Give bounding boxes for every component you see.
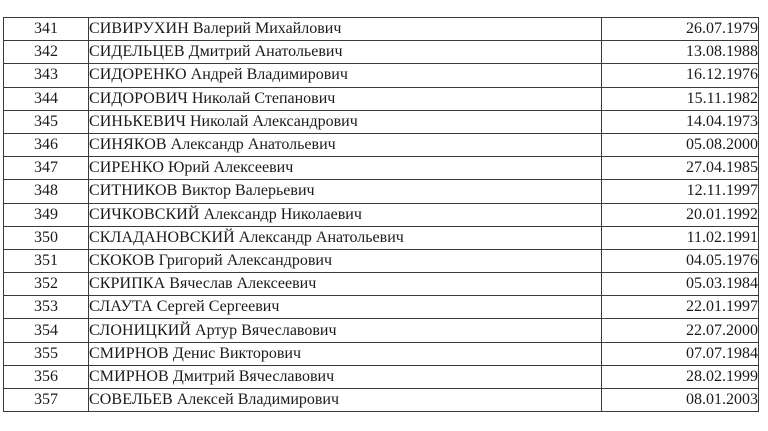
row-number: 349 xyxy=(4,203,89,226)
given-names: Дмитрий Вячеславович xyxy=(172,367,335,385)
given-names: Александр Анатольевич xyxy=(238,228,404,246)
birth-date: 05.08.2000 xyxy=(602,133,759,156)
surname: СИВИРУХИН xyxy=(89,20,189,38)
table-row xyxy=(4,18,759,41)
full-name-cell xyxy=(89,296,602,319)
row-number: 350 xyxy=(4,226,89,249)
birth-date: 26.07.1979 xyxy=(602,18,759,41)
birth-date: 13.08.1988 xyxy=(602,41,759,64)
given-names: Вячеслав Алексеевич xyxy=(169,275,317,293)
full-name-cell xyxy=(89,133,602,156)
row-number: 354 xyxy=(4,319,89,342)
table-row xyxy=(4,273,759,296)
given-names: Артур Вячеславович xyxy=(195,321,337,339)
given-names: Сергей Сергеевич xyxy=(156,298,280,316)
full-name-cell xyxy=(89,41,602,64)
birth-date: 27.04.1985 xyxy=(602,157,759,180)
table-row xyxy=(4,133,759,156)
full-name-cell xyxy=(89,157,602,180)
row-number: 345 xyxy=(4,110,89,133)
birth-date: 05.03.1984 xyxy=(602,273,759,296)
row-number: 351 xyxy=(4,249,89,272)
full-name-cell xyxy=(89,87,602,110)
table-row xyxy=(4,319,759,342)
row-number: 342 xyxy=(4,41,89,64)
surname: СКЛАДАНОВСКИЙ xyxy=(89,228,235,246)
row-number: 356 xyxy=(4,365,89,388)
name-list-body xyxy=(4,18,759,412)
table-row xyxy=(4,110,759,133)
table-row xyxy=(4,249,759,272)
surname: СМИРНОВ xyxy=(89,367,169,385)
surname: СКОКОВ xyxy=(89,251,155,269)
birth-date: 11.02.1991 xyxy=(602,226,759,249)
row-number: 355 xyxy=(4,342,89,365)
row-number: 348 xyxy=(4,180,89,203)
table-row xyxy=(4,87,759,110)
table-row xyxy=(4,64,759,87)
surname: СОВЕЛЬЕВ xyxy=(89,391,173,409)
full-name-cell xyxy=(89,342,602,365)
full-name-cell xyxy=(89,249,602,272)
row-number: 357 xyxy=(4,389,89,412)
row-number: 341 xyxy=(4,18,89,41)
table-row xyxy=(4,41,759,64)
full-name-cell xyxy=(89,64,602,87)
full-name-cell xyxy=(89,319,602,342)
surname: СЛАУТА xyxy=(89,298,153,316)
given-names: Виктор Валерьевич xyxy=(181,182,315,200)
birth-date: 20.01.1992 xyxy=(602,203,759,226)
surname: СЛОНИЦКИЙ xyxy=(89,321,192,339)
given-names: Григорий Александрович xyxy=(158,251,332,269)
table-row xyxy=(4,389,759,412)
table-row xyxy=(4,203,759,226)
full-name-cell xyxy=(89,389,602,412)
given-names: Александр Николаевич xyxy=(203,205,362,223)
surname: СИНЬКЕВИЧ xyxy=(89,112,186,130)
given-names: Александр Анатольевич xyxy=(170,136,336,154)
given-names: Юрий Алексеевич xyxy=(167,159,294,177)
given-names: Николай Александрович xyxy=(189,112,358,130)
table-row xyxy=(4,157,759,180)
surname: СИДОРОВИЧ xyxy=(89,89,188,107)
full-name-cell xyxy=(89,18,602,41)
surname: СМИРНОВ xyxy=(89,344,169,362)
birth-date: 07.07.1984 xyxy=(602,342,759,365)
birth-date: 12.11.1997 xyxy=(602,180,759,203)
given-names: Андрей Владимирович xyxy=(190,66,348,84)
table-row xyxy=(4,365,759,388)
birth-date: 15.11.1982 xyxy=(602,87,759,110)
given-names: Дмитрий Анатольевич xyxy=(188,43,343,61)
given-names: Николай Степанович xyxy=(191,89,336,107)
birth-date: 22.01.1997 xyxy=(602,296,759,319)
row-number: 347 xyxy=(4,157,89,180)
surname: СКРИПКА xyxy=(89,275,166,293)
birth-date: 08.01.2003 xyxy=(602,389,759,412)
given-names: Валерий Михайлович xyxy=(192,20,342,38)
row-number: 352 xyxy=(4,273,89,296)
surname: СИЧКОВСКИЙ xyxy=(89,205,200,223)
surname: СИРЕНКО xyxy=(89,159,164,177)
full-name-cell xyxy=(89,110,602,133)
birth-date: 28.02.1999 xyxy=(602,365,759,388)
full-name-cell xyxy=(89,180,602,203)
birth-date: 22.07.2000 xyxy=(602,319,759,342)
full-name-cell xyxy=(89,365,602,388)
surname: СИТНИКОВ xyxy=(89,182,178,200)
table-row xyxy=(4,226,759,249)
row-number: 353 xyxy=(4,296,89,319)
surname: СИНЯКОВ xyxy=(89,136,167,154)
row-number: 344 xyxy=(4,87,89,110)
full-name-cell xyxy=(89,273,602,296)
table-row xyxy=(4,296,759,319)
surname: СИДЕЛЬЦЕВ xyxy=(89,43,185,61)
birth-date: 04.05.1976 xyxy=(602,249,759,272)
birth-date: 16.12.1976 xyxy=(602,64,759,87)
table-row xyxy=(4,342,759,365)
row-number: 346 xyxy=(4,133,89,156)
birth-date: 14.04.1973 xyxy=(602,110,759,133)
surname: СИДОРЕНКО xyxy=(89,66,187,84)
table-row xyxy=(4,180,759,203)
given-names: Алексей Владимирович xyxy=(176,391,340,409)
full-name-cell xyxy=(89,226,602,249)
given-names: Денис Викторович xyxy=(172,344,302,362)
full-name-cell xyxy=(89,203,602,226)
row-number: 343 xyxy=(4,64,89,87)
name-list-table xyxy=(3,17,759,412)
